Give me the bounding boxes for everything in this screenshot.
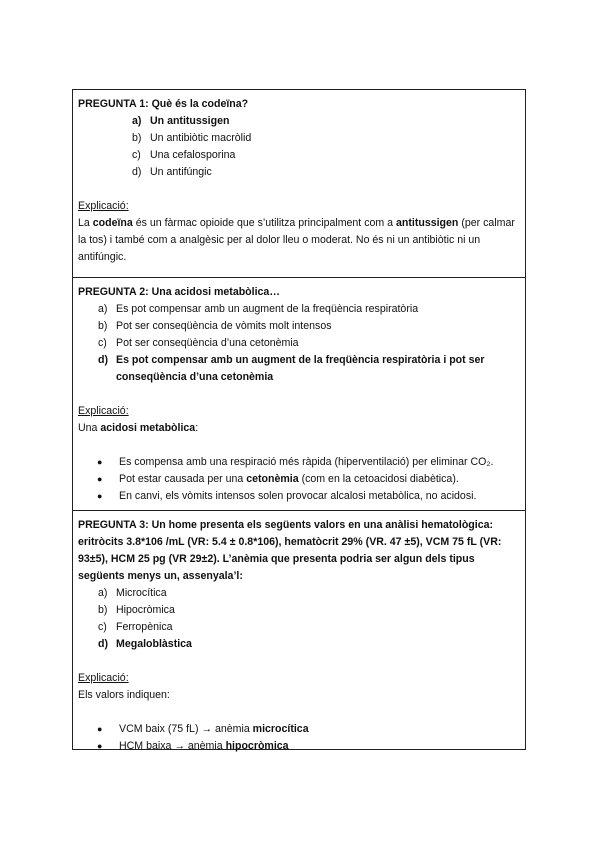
bullet-icon: ● [97,741,103,751]
bullet-icon: ● [97,491,103,501]
bullet-icon: ● [97,474,103,484]
bullet-item: ● Pot estar causada per una cetonèmia (com en la cetoacidosi diabètica). [97,471,520,488]
question-3-options [98,585,520,653]
explanation-text: La codeïna és un fàrmac opioide que s’utilitza principalment com a antitussigen (per calmar la tos) i també com a analgèsic per al dolor lleu o moderat. No és ni un antibiòtic ni un antifúngic. [78,217,515,263]
bullet-icon: ● [97,724,103,734]
question-3-box [72,510,526,750]
question-1-box [72,89,526,277]
option-b: b) Hipocròmica [98,604,175,616]
bullet-item: ● VCM baix (75 fL) → anèmia microcítica [97,721,520,738]
question-1-options [132,113,520,181]
option-d: d) Un antifúngic [132,166,212,178]
option-c: c) Una cefalosporina [132,149,236,161]
option-b: b) Pot ser conseqüència de vòmits molt intensos [98,320,332,332]
explanation-label: Explicació: [78,672,129,684]
question-1-title: PREGUNTA 1: Què és la codeïna? [78,98,249,110]
explanation-label: Explicació: [78,200,129,212]
bullet-item: ● En canvi, els vòmits intensos solen provocar alcalosi metabòlica, no acidosi. [97,488,520,505]
option-c: c) Pot ser conseqüència d’una cetonèmia [98,337,299,349]
explanation-intro: Els valors indiquen: [78,689,170,701]
explanation-intro: Una acidosi metabòlica: [78,422,199,434]
question-3-title: PREGUNTA 3: Un home presenta els següents valors en una anàlisi hematològica: eritròcits 3.8*106 /mL (VR: 5.4 ± 0.8*106), hematòcrit 29% (VR. 47 ±5), VCM 75 fL (VR: 93±5), HCM 25 pg (VR 29±2). L’anèmia que presenta podria ser algun dels tipus següents menys un, assenyala’l: [78,519,502,582]
bullet-item: ● HCM baixa → anèmia hipocròmica [97,738,520,755]
bullet-item: ● Es compensa amb una respiració més ràpida (hiperventilació) per eliminar CO₂. [97,454,520,471]
question-2-box [72,277,526,510]
option-a: a) Es pot compensar amb un augment de la freqüència respiratòria [98,303,419,315]
option-a: a) Un antitussigen [132,115,230,127]
question-2-options [98,301,520,386]
question-2-title: PREGUNTA 2: Una acidosi metabòlica… [78,286,280,298]
option-b: b) Un antibiòtic macròlid [132,132,252,144]
option-d: d) Es pot compensar amb un augment de la freqüència respiratòria i pot ser conseqüència d’una cetonèmia [98,354,485,383]
explanation-label: Explicació: [78,405,129,417]
option-a: a) Microcítica [98,587,167,599]
option-c: c) Ferropènica [98,621,173,633]
bullet-icon: ● [97,457,103,467]
option-d: d) Megaloblàstica [98,638,192,650]
